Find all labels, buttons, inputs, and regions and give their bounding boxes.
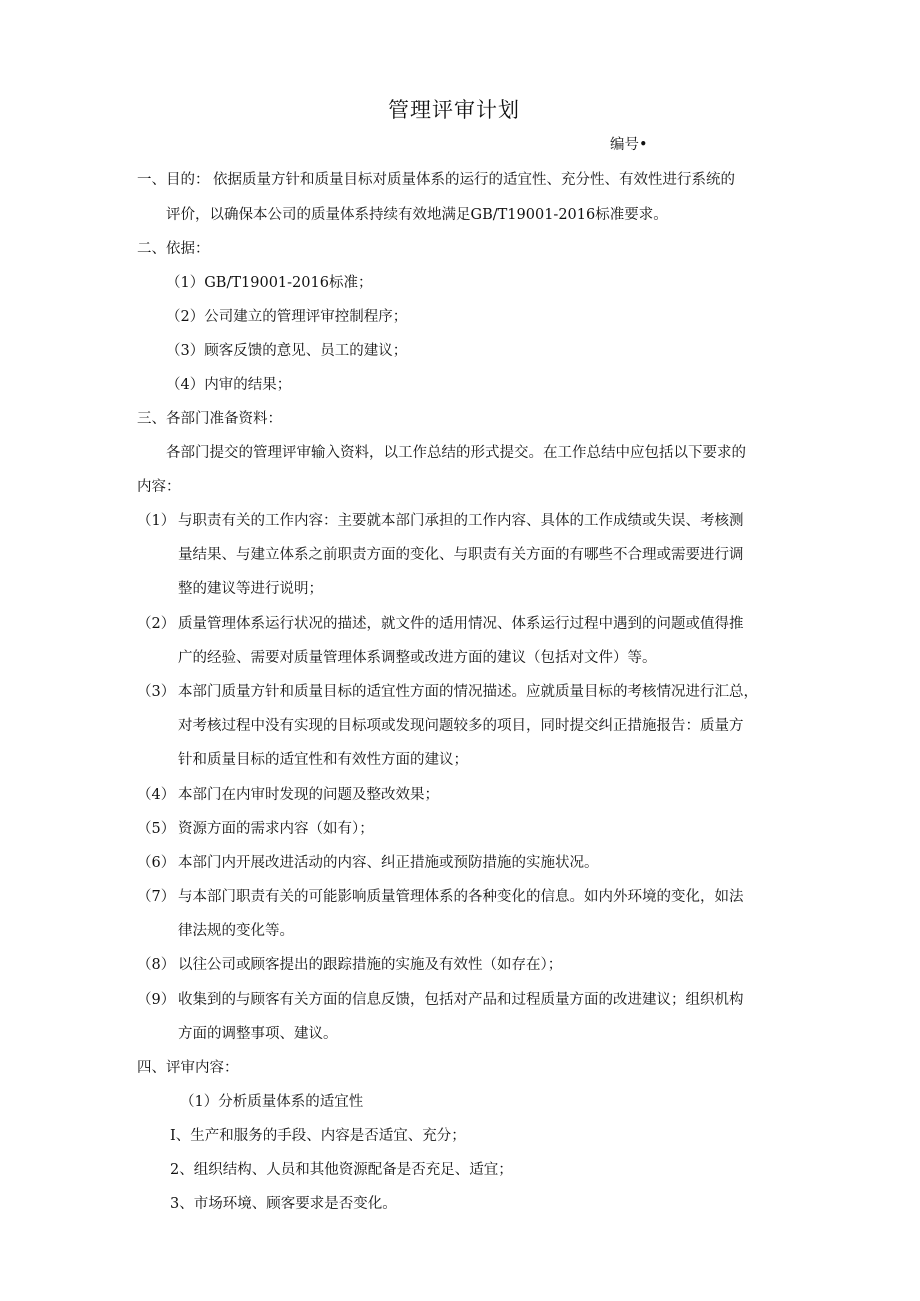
basis-item-2: （2）公司建立的管理评审控制程序； — [166, 309, 408, 325]
purpose-text-line-1: 依据质量方针和质量目标对质量体系的运行的适宜性、充分性、有效性进行系统的 — [213, 172, 735, 188]
materials-item-9-line-1: 收集到的与顾客有关方面的信息反馈，包括对产品和过程质量方面的改进建议；组织机构 — [178, 992, 744, 1008]
materials-item-9-number: （9） — [137, 992, 176, 1008]
materials-item-2-line-1: 质量管理体系运行状况的描述，就文件的适用情况、体系运行过程中遇到的问题或值得推 — [178, 616, 744, 632]
basis-item-4: （4）内审的结果； — [166, 377, 292, 393]
basis-item-3: （3）顾客反馈的意见、员工的建议； — [166, 343, 408, 359]
materials-item-6-number: （6） — [137, 855, 176, 871]
materials-item-9-line-2: 方面的调整事项、建议。 — [178, 1026, 338, 1042]
materials-item-2-number: （2） — [137, 616, 176, 632]
materials-item-3-line-3: 针和质量目标的适宜性和有效性方面的建议； — [178, 752, 468, 768]
page-title: 管理评审计划 — [388, 98, 520, 122]
materials-item-1-line-1: 与职责有关的工作内容：主要就本部门承担的工作内容、具体的工作成绩或失误、考核测 — [178, 513, 744, 529]
materials-item-2-line-2: 广的经验、需要对质量管理体系调整或改进方面的建议（包括对文件）等。 — [178, 650, 657, 666]
materials-item-7-line-1: 与本部门职责有关的可能影响质量管理体系的各种变化的信息。如内外环境的变化，如法 — [178, 889, 744, 905]
materials-intro-line-1: 各部门提交的管理评审输入资料，以工作总结的形式提交。在工作总结中应包括以下要求的 — [166, 445, 746, 461]
materials-item-1-number: （1） — [137, 513, 176, 529]
serial-number-label: 编号• — [610, 137, 648, 153]
materials-item-8-number: （8） — [137, 957, 176, 973]
review-sub-heading-1: （1）分析质量体系的适宜性 — [180, 1094, 364, 1110]
basis-item-1: （1）GB/T19001-2016标准； — [166, 275, 373, 291]
materials-item-1-line-3: 整的建议等进行说明； — [178, 581, 323, 597]
materials-item-8-line-1: 以往公司或顾客提出的跟踪措施的实施及有效性（如存在）； — [178, 957, 563, 973]
materials-item-6-line-1: 本部门内开展改进活动的内容、纠正措施或预防措施的实施状况。 — [178, 855, 599, 871]
section-materials-heading: 三、各部门准备资料： — [137, 411, 282, 427]
materials-item-4-number: （4） — [137, 787, 176, 803]
materials-item-5-line-1: 资源方面的需求内容（如有）； — [178, 821, 374, 837]
materials-item-3-line-1: 本部门质量方针和质量目标的适宜性方面的情况描述。应就质量目标的考核情况进行汇总， — [178, 684, 758, 700]
review-point-3: 3、市场环境、顾客要求是否变化。 — [170, 1196, 397, 1212]
purpose-text-line-2: 评价，以确保本公司的质量体系持续有效地满足GB/T19001-2016标准要求。 — [166, 207, 668, 223]
materials-item-7-number: （7） — [137, 889, 176, 905]
materials-item-7-line-2: 律法规的变化等。 — [178, 923, 294, 939]
materials-item-4-line-1: 本部门在内审时发现的问题及整改效果； — [178, 787, 439, 803]
review-point-2: 2、组织结构、人员和其他资源配备是否充足、适宜； — [170, 1162, 513, 1178]
materials-intro-line-2: 内容： — [137, 479, 181, 495]
materials-item-3-line-2: 对考核过程中没有实现的目标项或发现问题较多的项目，同时提交纠正措施报告：质量方 — [178, 718, 744, 734]
section-purpose-heading: 一、目的： — [137, 172, 210, 188]
section-basis-heading: 二、依据： — [137, 241, 210, 257]
materials-item-5-number: （5） — [137, 821, 176, 837]
review-point-1: I、生产和服务的手段、内容是否适宜、充分； — [170, 1128, 466, 1144]
section-review-heading: 四、评审内容： — [137, 1060, 239, 1076]
materials-item-3-number: （3） — [137, 684, 176, 700]
materials-item-1-line-2: 量结果、与建立体系之前职责方面的变化、与职责有关方面的有哪些不合理或需要进行调 — [178, 547, 744, 563]
